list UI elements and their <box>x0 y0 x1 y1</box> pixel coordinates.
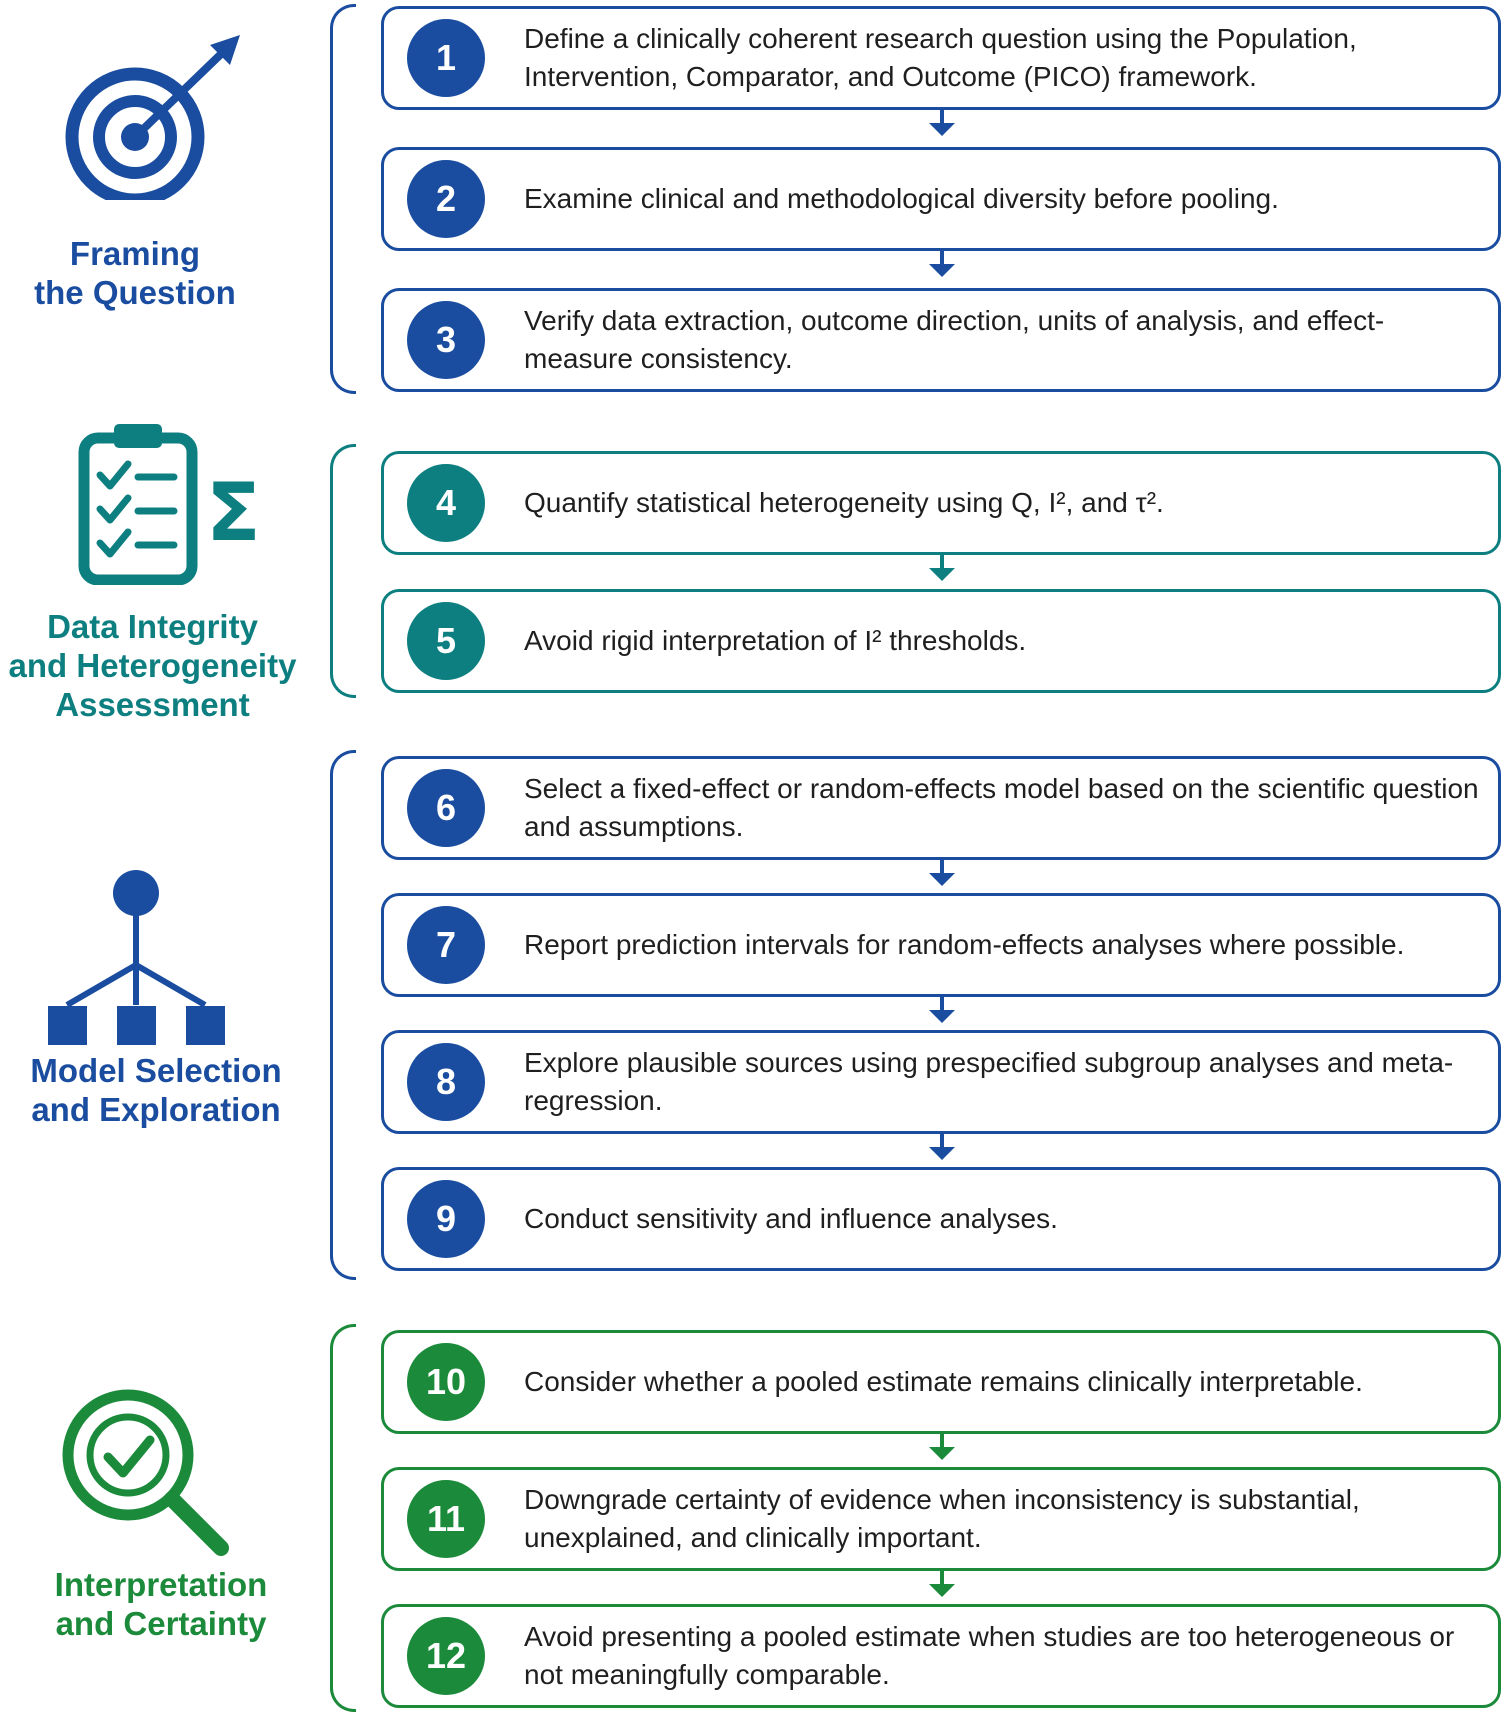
step-number-badge: 8 <box>407 1043 485 1121</box>
step-number-badge: 10 <box>407 1343 485 1421</box>
step-text: Consider whether a pooled estimate remains clinically interpretable. <box>524 1366 1363 1397</box>
step-card-6 <box>381 756 1501 860</box>
flow-arrow <box>940 1571 944 1595</box>
section-label-data-integrity: Data Integrity and Heterogeneity Assessment <box>8 608 297 723</box>
step-card-12 <box>381 1604 1501 1708</box>
target-arrow-icon <box>60 30 250 200</box>
step-number-badge: 11 <box>407 1480 485 1558</box>
step-text: Examine clinical and methodological diversity before pooling. <box>524 183 1279 214</box>
step-text: Select a fixed-effect or random-effects model based on the scientific question and assumptions. <box>524 773 1479 842</box>
flow-arrow <box>940 1134 944 1158</box>
magnifier-check-icon <box>58 1385 238 1565</box>
step-number-badge: 7 <box>407 906 485 984</box>
step-card-5 <box>381 589 1501 693</box>
svg-text:Σ: Σ <box>206 466 261 559</box>
flow-arrow <box>940 860 944 884</box>
section-bracket <box>330 4 356 394</box>
step-text: Conduct sensitivity and influence analyses. <box>524 1203 1058 1234</box>
section-bracket <box>330 1324 356 1712</box>
clipboard-checklist-sigma-icon <box>76 420 276 585</box>
step-text: Verify data extraction, outcome direction, units of analysis, and effect-measure consistency. <box>524 305 1385 374</box>
step-card-3 <box>381 288 1501 392</box>
step-text: Quantify statistical heterogeneity using Q, I², and τ². <box>524 487 1164 518</box>
section-bracket <box>330 444 356 698</box>
step-card-10 <box>381 1330 1501 1434</box>
step-card-9 <box>381 1167 1501 1271</box>
step-card-4 <box>381 451 1501 555</box>
step-number-badge: 9 <box>407 1180 485 1258</box>
step-number-badge: 5 <box>407 602 485 680</box>
step-number-badge: 2 <box>407 160 485 238</box>
step-card-1 <box>381 6 1501 110</box>
flow-arrow <box>940 1434 944 1458</box>
flow-arrow <box>940 251 944 275</box>
step-card-7 <box>381 893 1501 997</box>
step-text: Downgrade certainty of evidence when inconsistency is substantial, unexplained, and clinically important. <box>524 1484 1360 1553</box>
step-number-badge: 12 <box>407 1617 485 1695</box>
step-number-badge: 6 <box>407 769 485 847</box>
section-label-framing: Framing the Question <box>34 235 236 311</box>
flow-arrow <box>940 555 944 579</box>
step-card-2 <box>381 147 1501 251</box>
step-text: Avoid presenting a pooled estimate when studies are too heterogeneous or not meaningfully comparable. <box>524 1621 1455 1690</box>
step-text: Avoid rigid interpretation of I² thresholds. <box>524 625 1027 656</box>
step-number-badge: 1 <box>407 19 485 97</box>
hierarchy-tree-icon <box>45 870 230 1045</box>
flow-arrow <box>940 110 944 134</box>
section-bracket <box>330 750 356 1280</box>
step-text: Report prediction intervals for random-effects analyses where possible. <box>524 929 1405 960</box>
step-card-8 <box>381 1030 1501 1134</box>
flow-arrow <box>940 997 944 1021</box>
section-label-interpretation: Interpretation and Certainty <box>54 1566 268 1642</box>
step-number-badge: 4 <box>407 464 485 542</box>
step-text: Define a clinically coherent research question using the Population, Intervention, Comparator, and Outcome (PICO) framework. <box>524 23 1357 92</box>
step-card-11 <box>381 1467 1501 1571</box>
step-number-badge: 3 <box>407 301 485 379</box>
section-label-model-selection: Model Selection and Exploration <box>30 1052 282 1128</box>
step-text: Explore plausible sources using prespecified subgroup analyses and meta-regression. <box>524 1047 1454 1116</box>
